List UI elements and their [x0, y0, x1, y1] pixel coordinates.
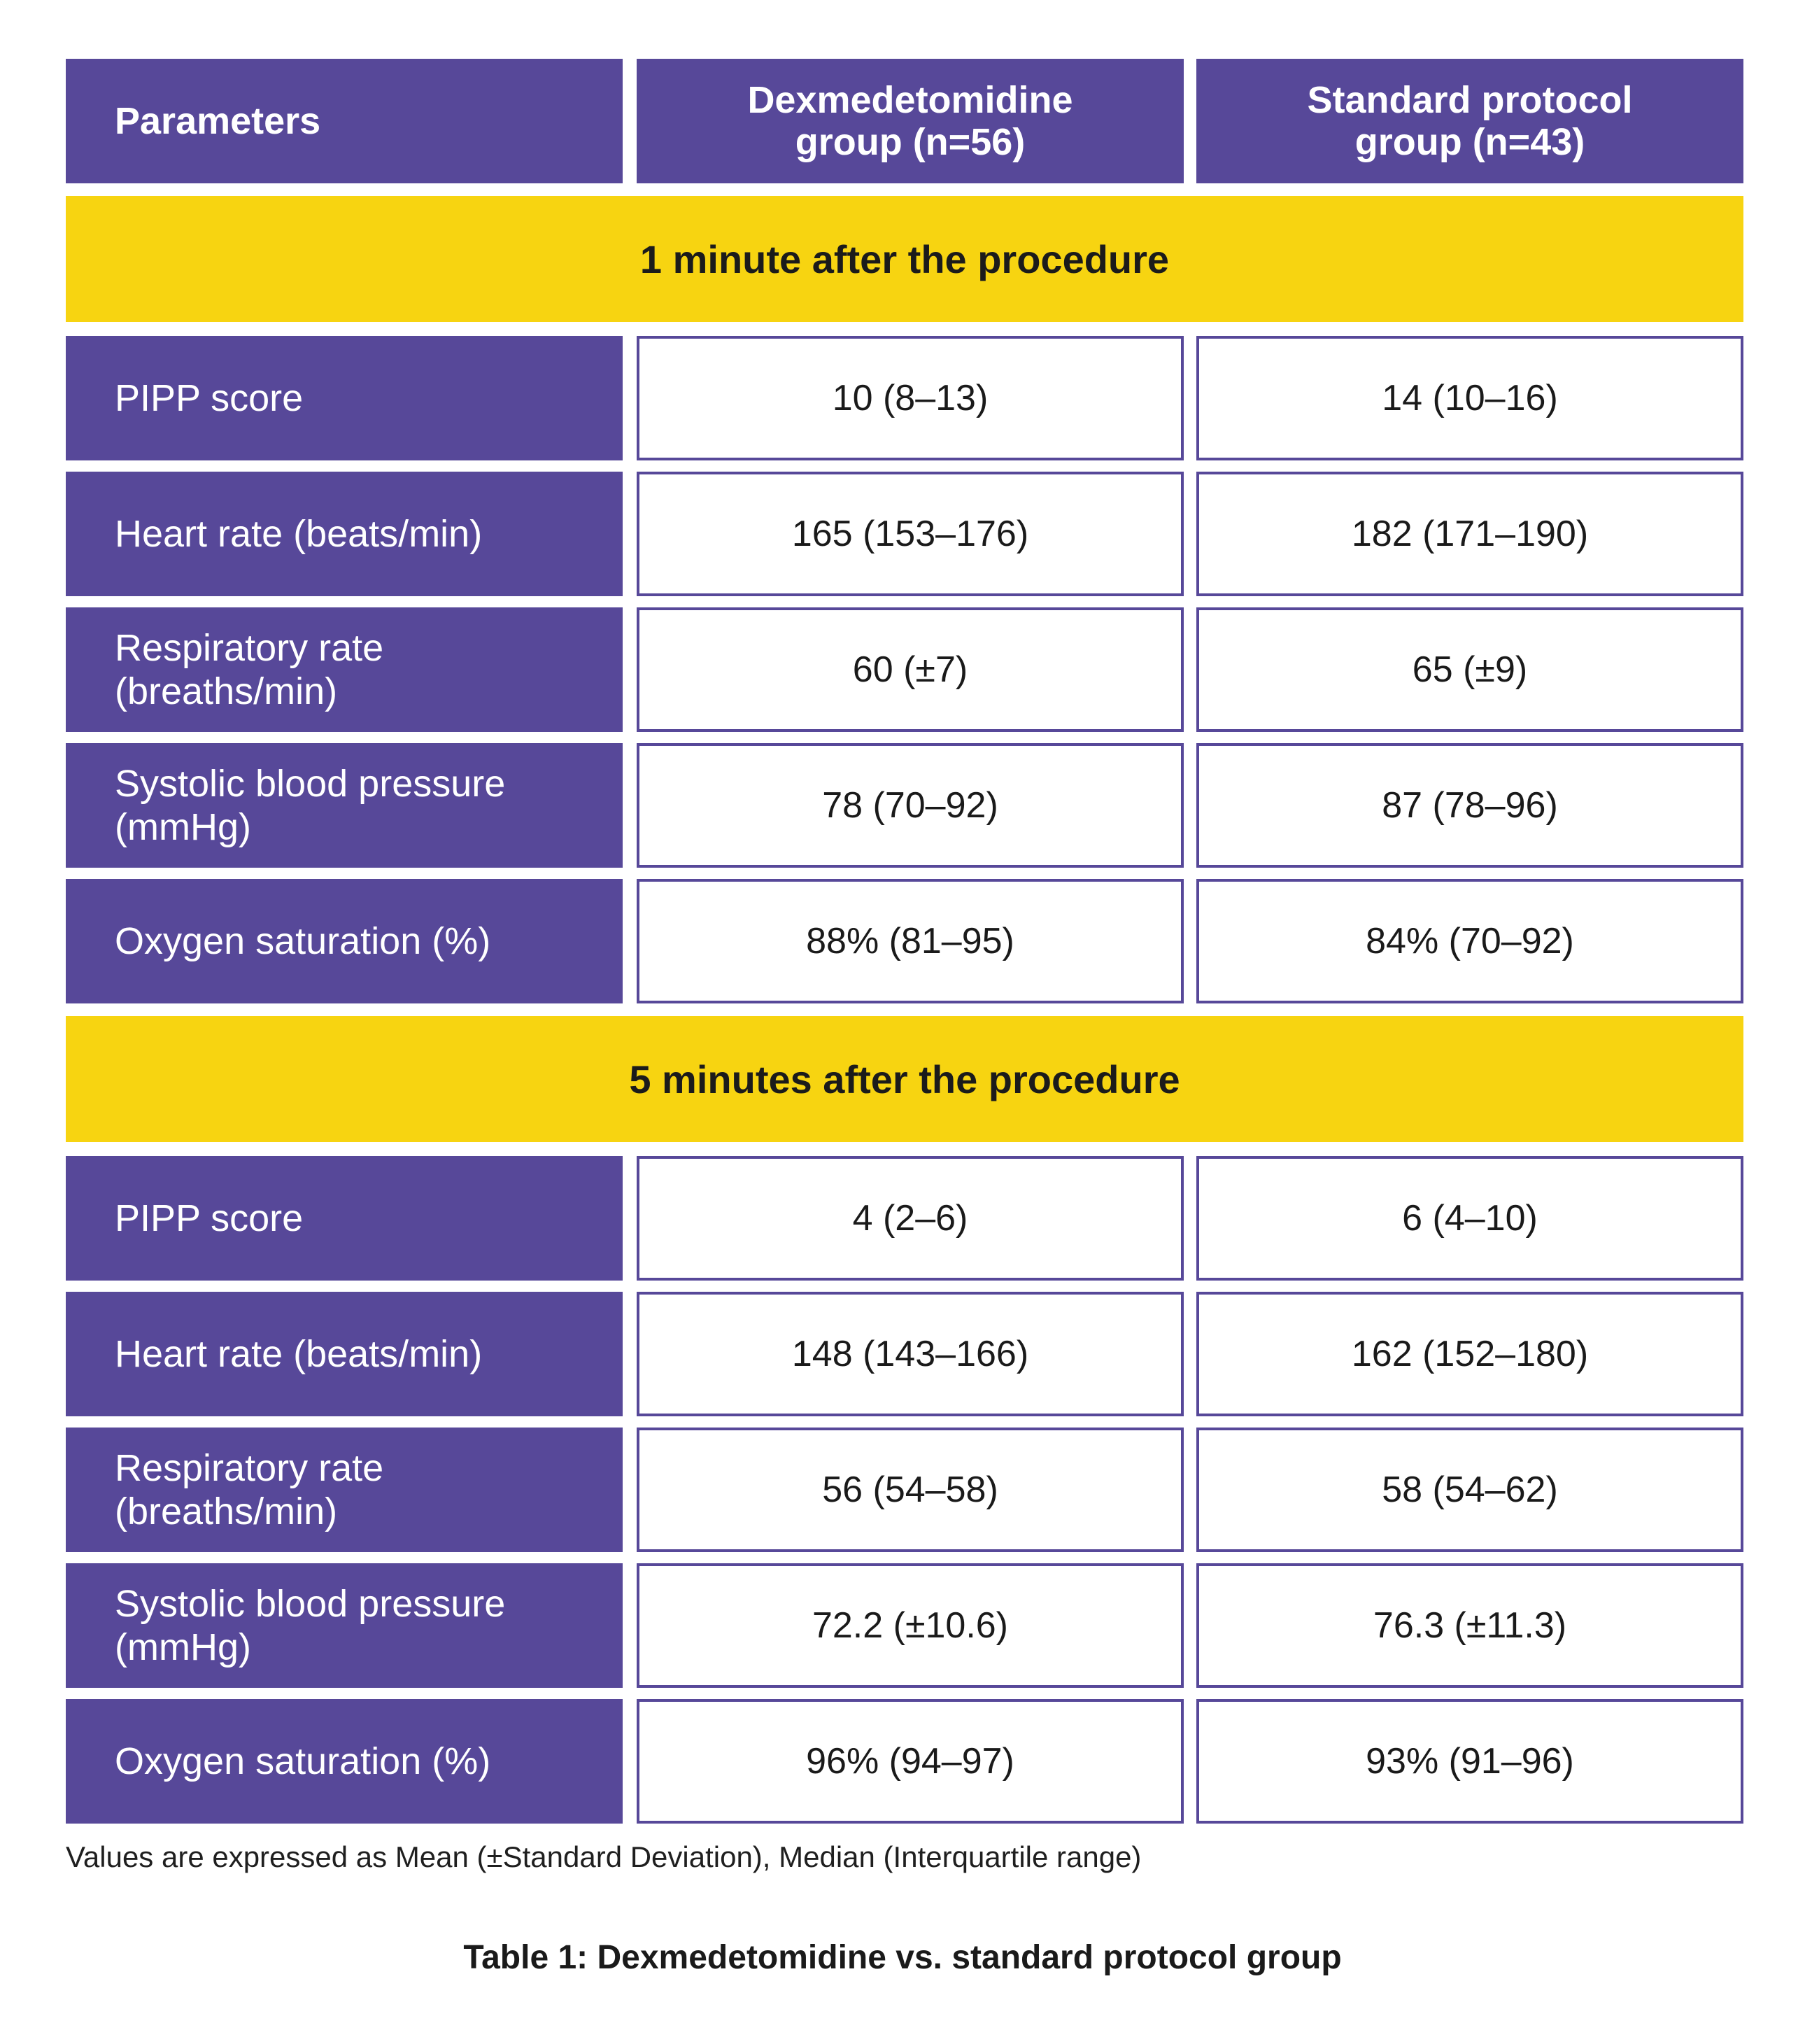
value-std [1196, 1156, 1743, 1281]
value-dex [637, 1699, 1184, 1824]
section-5-minutes [66, 1016, 1743, 1142]
row-label [66, 1563, 623, 1688]
row-label-line1: Systolic blood pressure [115, 763, 506, 805]
row-label [66, 1156, 623, 1281]
value-std [1196, 336, 1743, 460]
header-std-line1: Standard protocol [1307, 79, 1633, 121]
value-dex [637, 1156, 1184, 1281]
row-label-line1: Heart rate (beats/min) [115, 513, 483, 555]
row-label-line1: PIPP score [115, 377, 304, 419]
value-std [1196, 472, 1743, 596]
value-text: 165 (153–176) [791, 514, 1029, 554]
value-text: 56 (54–58) [822, 1469, 998, 1510]
row-label-line2: (breaths/min) [115, 1490, 338, 1532]
value-std [1196, 743, 1743, 868]
value-text: 72.2 (±10.6) [812, 1605, 1009, 1646]
row-label [66, 336, 623, 460]
row-label [66, 743, 623, 868]
value-std [1196, 879, 1743, 1003]
value-text: 84% (70–92) [1366, 921, 1574, 961]
value-dex [637, 879, 1184, 1003]
value-std [1196, 1563, 1743, 1688]
value-text: 58 (54–62) [1382, 1469, 1558, 1510]
value-std [1196, 1428, 1743, 1552]
header-dex-line2: group (n=56) [795, 121, 1026, 163]
value-text: 65 (±9) [1412, 649, 1528, 690]
section-1-minute [66, 196, 1743, 322]
row-label-line1: Respiratory rate [115, 1447, 384, 1489]
header-parameters [66, 59, 623, 183]
row-label-line2: (mmHg) [115, 806, 251, 848]
row-label-line1: Oxygen saturation (%) [115, 920, 491, 962]
table-footnote: Values are expressed as Mean (±Standard Deviation), Median (Interquartile range) [66, 1840, 1142, 1873]
row-label [66, 607, 623, 732]
value-text: 4 (2–6) [852, 1198, 968, 1239]
value-text: 78 (70–92) [822, 785, 998, 826]
header-standard-group [1196, 59, 1743, 183]
section-title: 1 minute after the procedure [639, 237, 1170, 281]
header-std-line2: group (n=43) [1354, 121, 1585, 163]
value-dex [637, 607, 1184, 732]
value-text: 148 (143–166) [791, 1334, 1029, 1374]
row-label [66, 472, 623, 596]
table-caption: Table 1: Dexmedetomidine vs. standard protocol group [463, 1939, 1342, 1976]
value-dex [637, 1428, 1184, 1552]
value-text: 10 (8–13) [832, 378, 989, 418]
value-dex [637, 1292, 1184, 1416]
value-text: 60 (±7) [852, 649, 968, 690]
value-text: 14 (10–16) [1382, 378, 1558, 418]
row-label-line1: Respiratory rate [115, 627, 384, 669]
header-parameters-label: Parameters [115, 100, 321, 142]
row-label [66, 1428, 623, 1552]
row-label-line1: Systolic blood pressure [115, 1583, 506, 1625]
row-label [66, 879, 623, 1003]
value-text: 88% (81–95) [806, 921, 1014, 961]
value-dex [637, 1563, 1184, 1688]
header-dexmedetomidine-group [637, 59, 1184, 183]
value-text: 96% (94–97) [806, 1741, 1014, 1782]
value-text: 87 (78–96) [1382, 785, 1558, 826]
value-text: 162 (152–180) [1351, 1334, 1589, 1374]
value-text: 6 (4–10) [1402, 1198, 1538, 1239]
value-dex [637, 336, 1184, 460]
row-label-line1: Heart rate (beats/min) [115, 1333, 483, 1375]
row-label-line2: (breaths/min) [115, 670, 338, 712]
value-dex [637, 472, 1184, 596]
row-label-line1: Oxygen saturation (%) [115, 1740, 491, 1782]
row-label [66, 1699, 623, 1824]
header-dex-line1: Dexmedetomidine [747, 79, 1073, 121]
row-label-line2: (mmHg) [115, 1626, 251, 1668]
value-text: 182 (171–190) [1351, 514, 1589, 554]
value-std [1196, 607, 1743, 732]
value-std [1196, 1292, 1743, 1416]
value-dex [637, 743, 1184, 868]
value-text: 76.3 (±11.3) [1373, 1605, 1567, 1646]
row-label [66, 1292, 623, 1416]
value-text: 93% (91–96) [1366, 1741, 1574, 1782]
section-title: 5 minutes after the procedure [629, 1057, 1180, 1101]
row-label-line1: PIPP score [115, 1197, 304, 1239]
value-std [1196, 1699, 1743, 1824]
